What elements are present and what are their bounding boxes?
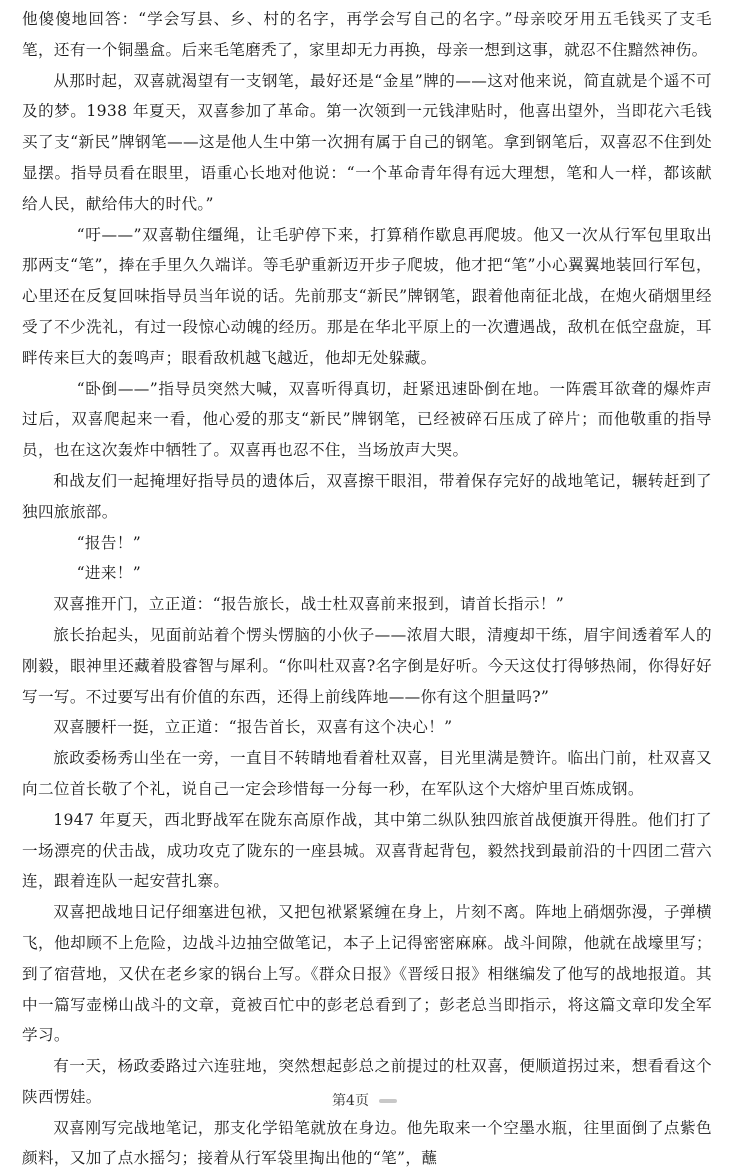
page-footer <box>0 1090 729 1110</box>
paragraph: “吁——”双喜勒住缰绳，让毛驴停下来，打算稍作歇息再爬坡。他又一次从行军包里取出那两支“笔”，捧在手里久久端详。等毛驴重新迈开步子爬坡，他才把“笔”小心翼翼地装回行军包，心里还在反复回味指导员当年说的话。先前那支“新民”牌钢笔，跟着他南征北战，在炮火硝烟里经受了不少洗礼，有过一段惊心动魄的经历。那是在华北平原上的一次遭遇战，敌机在低空盘旋，耳畔传来巨大的轰鸣声；眼看敌机越飞越近，他却无处躲藏。 <box>22 225 712 367</box>
article-body <box>22 4 712 1174</box>
paragraph: “卧倒——”指导员突然大喊，双喜听得真切，赶紧迅速卧倒在地。一阵震耳欲聋的爆炸声过后，双喜爬起来一看，他心爱的那支“新民”牌钢笔，已经被碎石压成了碎片；而他敬重的指导员，也在这次轰炸中牺牲了。双喜再也忍不住，当场放声大哭。 <box>22 379 712 460</box>
paragraph: 双喜推开门，立正道：“报告旅长，战士杜双喜前来报到，请首长指示！” <box>53 595 565 614</box>
page-number: 第4页 <box>332 1093 369 1109</box>
paragraph: 从那时起，双喜就渴望有一支钢笔，最好还是“金星”牌的——这对他来说，简直就是个遥不可及的梦。1938 年夏天，双喜参加了革命。第一次领到一元钱津贴时，他喜出望外，当即花六毛钱买了支“新民”牌钢笔——这是他人生中第一次拥有属于自己的钢笔。拿到钢笔后，双喜忍不住到处显摆。指导员看在眼里，语重心长地对他说：“一个革命青年得有远大理想，笔和人一样，都该献给人民，献给伟大的时代。” <box>22 71 712 213</box>
paragraph: 双喜腰杆一挺，立正道：“报告首长，双喜有这个决心！” <box>53 718 453 737</box>
paragraph: 旅政委杨秀山坐在一旁，一直目不转睛地看着杜双喜，目光里满是赞许。临出门前，杜双喜又向二位首长敬了个礼，说自己一定会珍惜每一分每一秒，在军队这个大熔炉里百炼成钢。 <box>22 749 712 798</box>
footer-mark <box>379 1099 397 1103</box>
paragraph: “报告！” <box>76 533 142 552</box>
paragraph: “进来！” <box>76 564 142 583</box>
paragraph: 有一天，杨政委路过六连驻地，突然想起彭总之前提过的杜双喜，便顺道拐过来，想看看这个陕西愣娃。 <box>22 1057 712 1106</box>
paragraph: 和战友们一起掩埋好指导员的遗体后，双喜擦干眼泪，带着保存完好的战地笔记，辗转赶到了独四旅旅部。 <box>22 471 712 521</box>
paragraph: 他傻傻地回答：“学会写县、乡、村的名字，再学会写自己的名字。”母亲咬牙用五毛钱买了支毛笔，还有一个铜墨盒。后来毛笔磨秃了，家里却无力再换，母亲一想到这事，就忍不住黯然神伤。 <box>22 10 712 59</box>
paragraph: 旅长抬起头，见面前站着个愣头愣脑的小伙子——浓眉大眼，清瘦却干练，眉宇间透着军人的刚毅，眼神里还藏着股睿智与犀利。“你叫杜双喜?名字倒是好听。今天这仗打得够热闹，你得好好写一写。不过要写出有价值的东西，还得上前线阵地——你有这个胆量吗?” <box>22 625 712 706</box>
paragraph: 双喜刚写完战地笔记，那支化学铅笔就放在身边。他先取来一个空墨水瓶，往里面倒了点紫色颜料，又加了点水摇匀；接着从行军袋里掏出他的“笔”，蘸 <box>22 1118 712 1168</box>
paragraph: 双喜把战地日记仔细塞进包袱，又把包袱紧紧缠在身上，片刻不离。阵地上硝烟弥漫，子弹横飞，他却顾不上危险，边战斗边抽空做笔记，本子上记得密密麻麻。战斗间隙，他就在战壕里写；到了宿营地，又伏在老乡家的锅台上写。《群众日报》《晋绥日报》相继编发了他写的战地报道。其中一篇写壶梯山战斗的文章，竟被百忙中的彭老总看到了；彭老总当即指示，将这篇文章印发全军学习。 <box>22 903 712 1045</box>
paragraph: 1947 年夏天，西北野战军在陇东高原作战，其中第二纵队独四旅首战便旗开得胜。他们打了一场漂亮的伏击战，成功攻克了陇东的一座县城。双喜背起背包，毅然找到最前沿的十四团二营六连，跟着连队一起安营扎寨。 <box>22 810 712 891</box>
